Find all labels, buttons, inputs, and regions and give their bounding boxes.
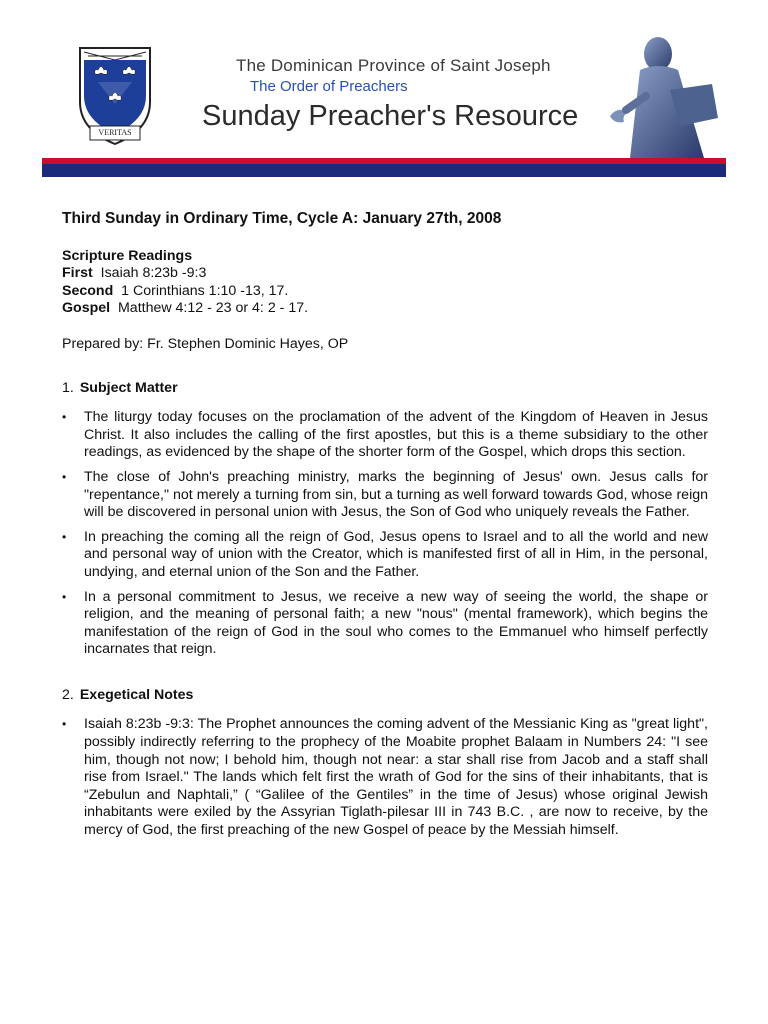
section-heading	[62, 687, 708, 705]
list-item: • In a personal commitment to Jesus, we receive a new way of seeing the world, the shape or religion, and the meaning of personal faith; a new "nous" (mental framework), which begins the manifestation of the reign of God in the soul who comes to the Emmanuel who himself perfectly incarnates that reign.	[62, 589, 708, 659]
reading-label: First	[62, 265, 93, 282]
bullet-list	[62, 716, 708, 839]
reading-text: 1 Corinthians 1:10 -13, 17.	[121, 282, 289, 299]
reading-label: Second	[62, 282, 114, 299]
section-number: 2.	[62, 686, 74, 703]
reading-second	[62, 283, 708, 301]
list-item: • Isaiah 8:23b -9:3: The Prophet announces the coming advent of the Messianic King as "great light", possibly indirectly referring to the prophecy of the Moabite prophet Balaam in Numbers 24: "I see him, though not now; I behold him, though not near: a star shall rise from Jacob and a staff shall rise from Israel." The lands which felt first the wrath of God for the sins of their inhabitants, that is “Zebulun and Naphtali,” ( “Galilee of the Gentiles” in the time of Jesus) whose original Jewish inhabitants were exiled by the Assyrian Tiglath-pilesar III in 743 B.C. , are now to receive, by the mercy of God, the first preaching of the new Gospel of peace by the Messiah himself.	[62, 716, 708, 839]
reading-text: Isaiah 8:23b -9:3	[100, 265, 207, 282]
page-header	[0, 0, 768, 180]
prepared-by: Prepared by: Fr. Stephen Dominic Hayes, OP	[62, 335, 349, 352]
saint-statue-icon	[600, 30, 730, 162]
readings-heading: Scripture Readings	[62, 247, 193, 264]
reading-label: Gospel	[62, 300, 111, 317]
section-title: Exegetical Notes	[79, 686, 194, 703]
header-blue-band	[42, 164, 726, 177]
document-body	[62, 210, 708, 847]
crest-motto: VERITAS	[98, 128, 132, 137]
section-number: 1.	[62, 379, 74, 396]
list-item: • In preaching the coming all the reign of God, Jesus opens to Israel and to all the world and new and personal way of union with the Creator, which is manifested first of all in Him, in the personal, undying, and eternal union of the Son and the Father.	[62, 529, 708, 582]
reading-text: Matthew 4:12 - 23 or 4: 2 - 17.	[117, 300, 309, 317]
reading-first	[62, 265, 708, 283]
bullet-list	[62, 409, 708, 659]
order-name: The Order of Preachers	[250, 78, 408, 95]
section-heading	[62, 380, 708, 398]
list-item: • The close of John's preaching ministry, marks the beginning of Jesus' own. Jesus calls for "repentance," not merely a turning from sin, but a turning as well forward towards God, whose reign will be discovered in personal union with Jesus, the Son of God who uniquely reveals the Father.	[62, 469, 708, 522]
list-item: • The liturgy today focuses on the proclamation of the advent of the Kingdom of Heaven in Jesus Christ. It also includes the calling of the first apostles, but this is a theme subsidiary to the other readings, as evidenced by the shape of the shorter form of the Gospel, which drops this section.	[62, 409, 708, 462]
province-name: The Dominican Province of Saint Joseph	[236, 56, 551, 75]
reading-gospel	[62, 300, 708, 318]
section-title: Subject Matter	[79, 379, 178, 396]
document-title: Third Sunday in Ordinary Time, Cycle A: January 27th, 2008	[62, 210, 502, 227]
resource-title: Sunday Preacher's Resource	[202, 100, 579, 132]
